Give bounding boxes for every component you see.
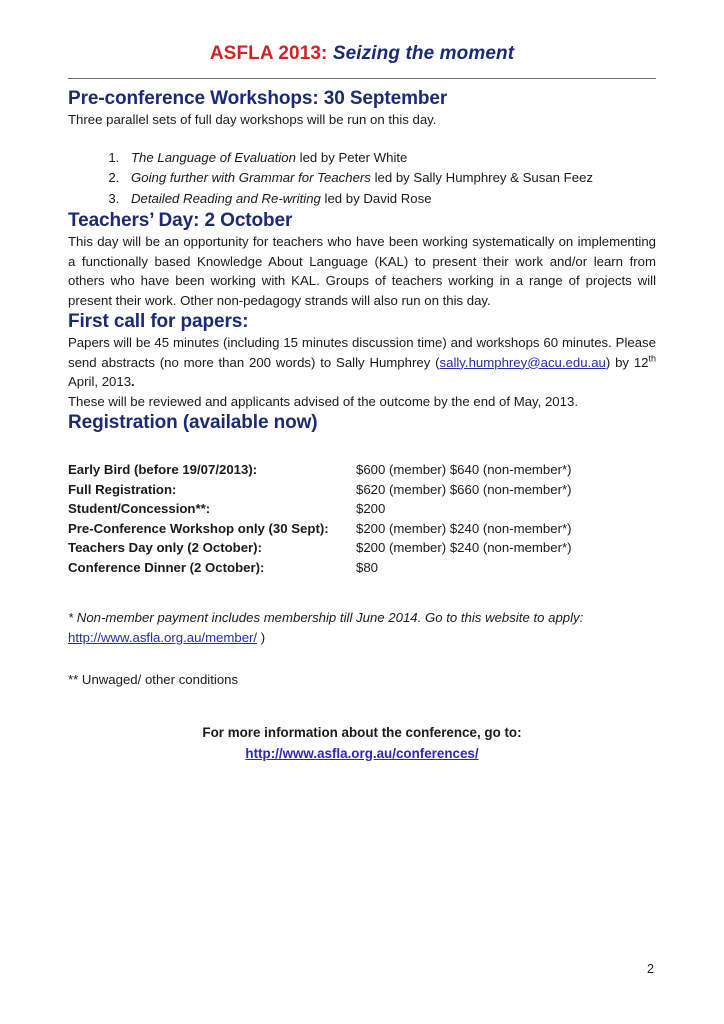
more-information-block — [68, 722, 656, 764]
registration-label: Early Bird (before 19/07/2013): — [68, 462, 258, 477]
more-information-label: For more information about the conference, go to: — [202, 724, 522, 740]
registration-label: Conference Dinner (2 October): — [68, 559, 265, 575]
registration-label: Teachers Day only (2 October): — [68, 540, 262, 556]
footnote-link-line — [68, 628, 656, 648]
registration-price: $620 (member) $660 (non-member*) — [356, 481, 572, 497]
registration-price: $600 (member) $640 (non-member*) — [356, 462, 572, 477]
heading-registration: Registration (available now) — [68, 412, 318, 433]
workshop-title: Going further with Grammar for Teachers — [131, 170, 371, 185]
table-row — [68, 460, 656, 480]
table-row — [68, 519, 656, 539]
workshop-title: Detailed Reading and Re-writing — [131, 190, 321, 206]
document-header — [68, 0, 656, 79]
title-conference-name: ASFLA 2013: — [209, 43, 328, 64]
preconference-intro: Three parallel sets of full day workshops will be run on this day. — [68, 112, 437, 127]
header-divider — [68, 78, 656, 79]
title-tagline: Seizing the moment — [332, 43, 515, 64]
registration-price: $200 — [356, 501, 386, 517]
workshop-presenter: led by David Rose — [320, 190, 432, 206]
footnote-link-trailing: ) — [257, 629, 266, 645]
heading-first-call-for-papers: First call for papers: — [68, 311, 249, 332]
heading-teachers-day: Teachers’ Day: 2 October — [68, 210, 293, 231]
page-number: 2 — [647, 962, 654, 976]
workshop-title: The Language of Evaluation — [131, 149, 296, 165]
registration-price: $200 (member) $240 (non-member*) — [356, 520, 572, 536]
page-title — [68, 42, 656, 66]
ordinal-suffix: th — [648, 353, 656, 364]
footnote-single-asterisk — [68, 608, 656, 648]
registration-price: $200 (member) $240 (non-member*) — [356, 540, 572, 556]
registration-price-table — [68, 460, 656, 578]
call-for-papers-text-2: ) by 12 — [605, 354, 649, 370]
table-row — [68, 480, 656, 500]
call-for-papers-text-1: Papers will be 45 minutes (including 15 minutes discussion time) and workshops 60 minutes. Please send abstracts (no more than 200 words) to Sally Humphrey ( — [68, 335, 656, 370]
call-for-papers-body — [68, 333, 656, 392]
workshop-list — [68, 148, 656, 209]
call-for-papers-period: . — [131, 374, 135, 389]
list-item — [123, 189, 656, 209]
teachers-day-body: This day will be an opportunity for teachers who have been working systematically on implementing a functionally based Knowledge About Language (KAL) to present their work and/or learn from others who have been working with KAL. Groups of teachers working in a range of projects will present their work. Other non-pedagogy strands will also run on this day. — [68, 234, 656, 308]
registration-label: Full Registration: — [68, 481, 177, 497]
registration-label: Student/Concession**: — [68, 501, 211, 517]
table-row — [68, 499, 656, 519]
email-link[interactable]: sally.humphrey@acu.edu.au — [439, 354, 606, 370]
registration-label: Pre-Conference Workshop only (30 Sept): — [68, 520, 329, 536]
footnote-double-asterisk: ** Unwaged/ other conditions — [68, 671, 239, 687]
more-information-link-row — [68, 743, 656, 764]
call-for-papers-date: April, 2013 — [68, 374, 132, 389]
heading-preconference-workshops: Pre-conference Workshops: 30 September — [68, 88, 448, 109]
list-item — [123, 168, 656, 188]
member-signup-link[interactable]: http://www.asfla.org.au/member/ — [68, 629, 258, 645]
workshop-presenter: led by Sally Humphrey & Susan Feez — [370, 170, 594, 185]
conference-website-link[interactable]: http://www.asfla.org.au/conferences/ — [245, 745, 479, 761]
table-row — [68, 558, 656, 578]
footnote-single-asterisk-text: * Non-member payment includes membership till June 2014. Go to this website to apply: — [68, 609, 584, 625]
workshop-presenter: led by Peter White — [295, 149, 408, 165]
list-item — [123, 148, 656, 168]
table-row — [68, 538, 656, 558]
call-for-papers-review-note: These will be reviewed and applicants advised of the outcome by the end of May, 2013. — [68, 393, 578, 409]
registration-price: $80 — [356, 559, 379, 575]
